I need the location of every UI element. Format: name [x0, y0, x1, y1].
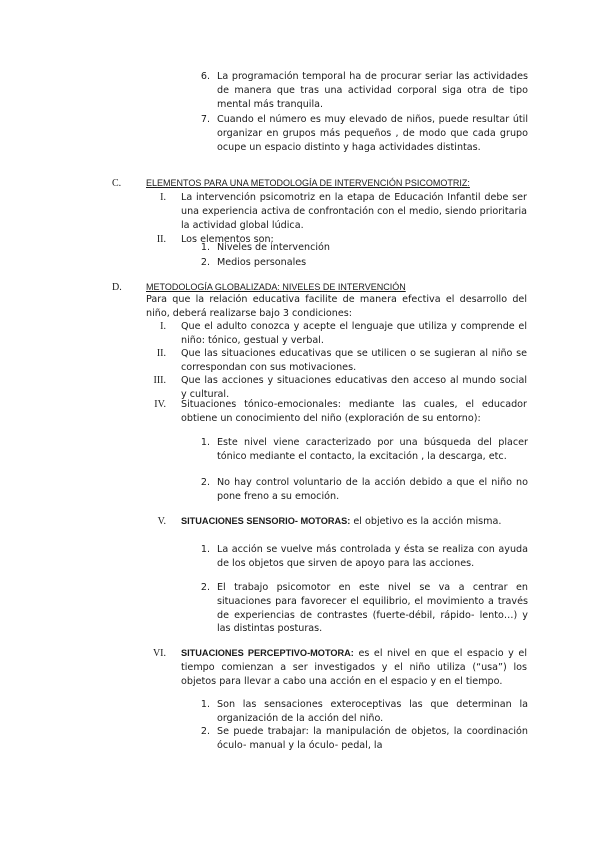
list-item: Niveles de intervención [217, 242, 330, 253]
item-number: 6. [200, 71, 210, 82]
list-item [181, 515, 527, 529]
item-number: 2. [200, 257, 210, 268]
item-text: el objetivo es la acción misma. [350, 516, 502, 527]
list-item: Que las situaciones educativas que se utilicen o se sugieran al niño se correspondan con sus motivaciones. [181, 348, 527, 373]
list-item: Los elementos son: [181, 234, 274, 245]
section-heading: ELEMENTOS PARA UNA METODOLOGÍA DE INTERVENCIÓN PSICOMOTRIZ: [146, 178, 470, 188]
item-number: III. [153, 375, 166, 386]
list-item: Se puede trabajar: la manipulación de objetos, la coordinación óculo- manual y la óculo- pedal, la [217, 726, 528, 751]
item-number: 1. [200, 437, 210, 448]
section-intro: Para que la relación educativa facilite de manera efectiva el desarrollo del niño, deberá realizarse bajo 3 condiciones: [146, 294, 527, 319]
list-item: Que las acciones y situaciones educativas den acceso al mundo social y cultural. [181, 375, 527, 400]
list-item: Cuando el número es muy elevado de niños, puede resultar útil organizar en grupos más pequeños , de modo que cada grupo ocupe un espacio distinto y haga actividades distintas. [217, 114, 528, 153]
list-item: La acción se vuelve más controlada y ésta se realiza con ayuda de los objetos que sirven de apoyo para las acciones. [217, 544, 528, 569]
item-number: II. [156, 234, 166, 245]
item-number: 2. [200, 477, 210, 488]
section-letter: D. [112, 282, 122, 293]
item-number: 1. [200, 544, 210, 555]
item-label: SITUACIONES PERCEPTIVO-MOTORA: [181, 648, 354, 658]
list-item: No hay control voluntario de la acción debido a que el niño no pone freno a su emoción. [217, 477, 528, 502]
list-item: Medios personales [217, 257, 307, 268]
section-letter: C. [112, 178, 122, 189]
item-number: 1. [200, 699, 210, 710]
item-number: 7. [200, 114, 210, 125]
item-number: I. [160, 321, 166, 332]
item-number: 1. [200, 242, 210, 253]
item-number: V. [157, 516, 166, 527]
list-item: Son las sensaciones exteroceptivas las que determinan la organización de la acción del niño. [217, 699, 528, 724]
item-number: I. [160, 192, 166, 203]
list-item: La intervención psicomotriz en la etapa de Educación Infantil debe ser una experiencia activa de confrontación con el medio, siendo prioritaria la actividad global lúdica. [181, 192, 527, 231]
list-item [181, 647, 527, 688]
list-item: Este nivel viene caracterizado por una búsqueda del placer tónico mediante el contacto, la excitación , la descarga, etc. [217, 437, 528, 462]
item-number: VI. [152, 648, 166, 659]
list-item: Que el adulto conozca y acepte el lenguaje que utiliza y comprende el niño: tónico, gestual y verbal. [181, 321, 527, 346]
list-item: La programación temporal ha de procurar seriar las actividades de manera que tras una actividad corporal siga otra de tipo mental más tranquila. [217, 71, 528, 110]
item-label: SITUACIONES SENSORIO- MOTORAS: [181, 516, 351, 526]
section-heading: METODOLOGÍA GLOBALIZADA: NIVELES DE INTERVENCIÓN [146, 282, 406, 292]
item-number: 2. [200, 582, 210, 593]
item-text: es el nivel en que el espacio y el tiempo comienzan a ser investigados y el niño utiliza (“usa”) los objetos para llevar a cabo una acción en el espacio y en el tiempo. [181, 648, 527, 687]
item-number: II. [156, 348, 166, 359]
list-item: El trabajo psicomotor en este nivel se va a centrar en situaciones para favorecer el equilibrio, el movimiento a través de experiencias de contrastes (fuerte-débil, rápido- lento…) y las distintas posturas. [217, 582, 528, 635]
item-number: 2. [200, 726, 210, 737]
list-item: Situaciones tónico-emocionales: mediante las cuales, el educador obtiene un conocimiento del niño (exploración de su entorno): [181, 399, 527, 424]
item-number: IV. [154, 399, 166, 410]
